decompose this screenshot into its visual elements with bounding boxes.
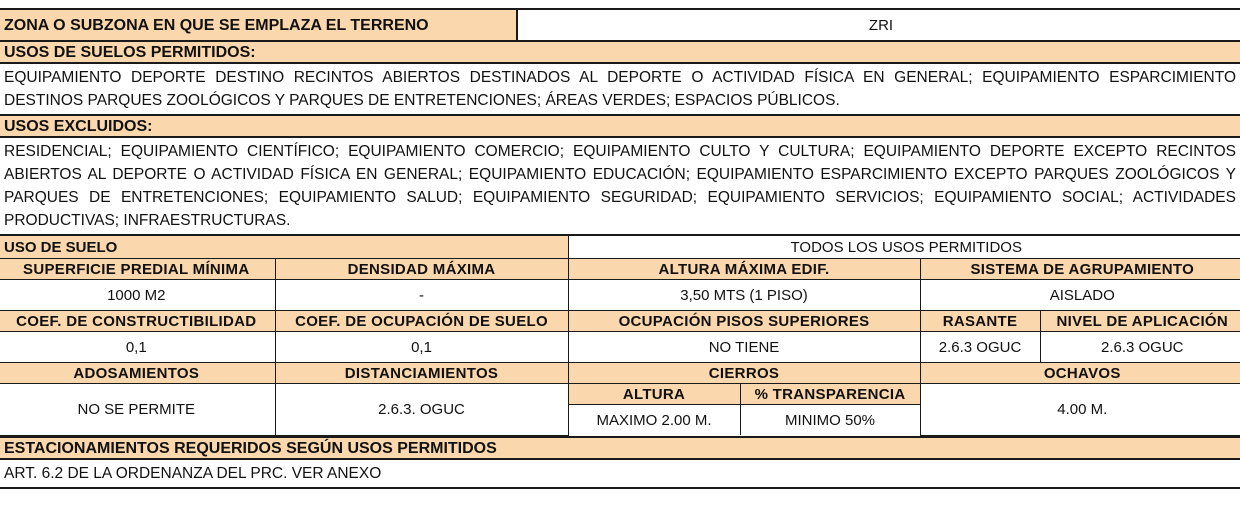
densidad-label: DENSIDAD MÁXIMA (275, 259, 568, 280)
usos-excluidos-header: USOS EXCLUIDOS: (0, 114, 1240, 136)
ocupacion-label: COEF. DE OCUPACIÓN DE SUELO (275, 311, 568, 332)
nivel-aplicacion-value: 2.6.3 OGUC (1040, 332, 1240, 363)
adosamientos-value: NO SE PERMITE (0, 384, 275, 436)
usos-excluidos-text: RESIDENCIAL; EQUIPAMIENTO CIENTÍFICO; EQUIPAMIENTO COMERCIO; EQUIPAMIENTO CULTO Y CULTURA; EQUIPAMIENTO DEPORTE EXCEPTO RECINTOS ABIERTOS AL DEPORTE O ACTIVIDAD FÍSICA EN GENERAL; EQUIPAMIENTO EDUCACIÓN; EQUIPAMIENTO ESPARCIMIENTO EXCEPTO PARQUES ZOOLÓGICOS Y PARQUES DE ENTRETENCIONES; EQUIPAMIENTO SALUD; EQUIPAMIENTO SEGURIDAD; EQUIPAMIENTO SERVICIOS; EQUIPAMIENTO SOCIAL; ACTIVIDADES PRODUCTIVAS; INFRAESTRUCTURAS. (0, 136, 1240, 234)
estacionamientos-header: ESTACIONAMIENTOS REQUERIDOS SEGÚN USOS PERMITIDOS (0, 436, 1240, 458)
cierros-label: CIERROS (568, 363, 920, 384)
cierros-altura-label: ALTURA (568, 384, 740, 405)
agrupamiento-value: AISLADO (920, 280, 1240, 311)
cierros-transparencia-value: MINIMO 50% (740, 405, 920, 436)
rasante-label: RASANTE (920, 311, 1040, 332)
adosamientos-label: ADOSAMIENTOS (0, 363, 275, 384)
uso-suelo-block (0, 234, 1240, 436)
cierros-altura-value: MAXIMO 2.00 M. (568, 405, 740, 436)
uso-suelo-table (0, 236, 1240, 436)
altura-label: ALTURA MÁXIMA EDIF. (568, 259, 920, 280)
zoning-sheet (0, 8, 1240, 489)
pisos-superiores-value: NO TIENE (568, 332, 920, 363)
constructibilidad-label: COEF. DE CONSTRUCTIBILIDAD (0, 311, 275, 332)
rasante-value: 2.6.3 OGUC (920, 332, 1040, 363)
ocupacion-value: 0,1 (275, 332, 568, 363)
usos-permitidos-text: EQUIPAMIENTO DEPORTE DESTINO RECINTOS ABIERTOS DESTINADOS AL DEPORTE O ACTIVIDAD FÍSICA EN GENERAL; EQUIPAMIENTO ESPARCIMIENTO DESTINOS PARQUES ZOOLÓGICOS Y PARQUES DE ENTRETENCIONES; ÁREAS VERDES; ESPACIOS PÚBLICOS. (0, 62, 1240, 114)
superficie-value: 1000 M2 (0, 280, 275, 311)
constructibilidad-value: 0,1 (0, 332, 275, 363)
zona-value: ZRI (868, 17, 894, 34)
cierros-transparencia-label: % TRANSPARENCIA (740, 384, 920, 405)
uso-suelo-scope: TODOS LOS USOS PERMITIDOS (568, 236, 1240, 259)
superficie-label: SUPERFICIE PREDIAL MÍNIMA (0, 259, 275, 280)
densidad-value: - (275, 280, 568, 311)
altura-value: 3,50 MTS (1 PISO) (568, 280, 920, 311)
zona-row (0, 8, 1240, 40)
agrupamiento-label: SISTEMA DE AGRUPAMIENTO (920, 259, 1240, 280)
zona-label: ZONA O SUBZONA EN QUE SE EMPLAZA EL TERRENO (0, 10, 518, 40)
ochavos-value: 4.00 M. (920, 384, 1240, 436)
usos-permitidos-header: USOS DE SUELOS PERMITIDOS: (0, 40, 1240, 62)
distanciamientos-value: 2.6.3. OGUC (275, 384, 568, 436)
pisos-superiores-label: OCUPACIÓN PISOS SUPERIORES (568, 311, 920, 332)
ochavos-label: OCHAVOS (920, 363, 1240, 384)
estacionamientos-text: ART. 6.2 DE LA ORDENANZA DEL PRC. VER ANEXO (0, 458, 1240, 489)
distanciamientos-label: DISTANCIAMIENTOS (275, 363, 568, 384)
nivel-aplicacion-label: NIVEL DE APLICACIÓN (1040, 311, 1240, 332)
uso-suelo-header: USO DE SUELO (0, 236, 568, 259)
